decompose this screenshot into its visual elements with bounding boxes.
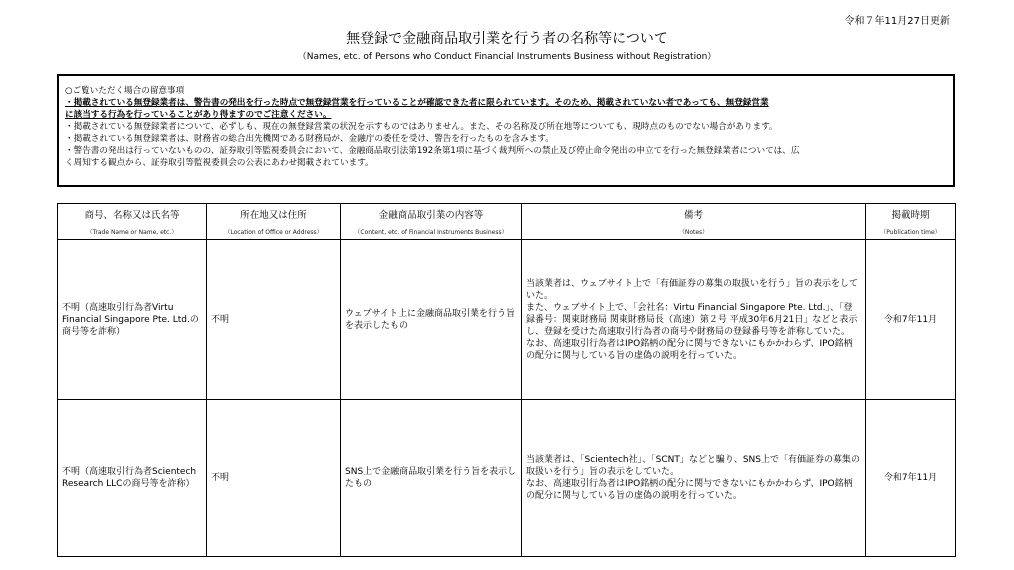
header-location: 所在地又は住所 （Location of Office or Address） xyxy=(207,204,341,240)
cell-trade-name: 不明（高速取引行為者Virtu Financial Singapore Pte. Ltd.の商号等を詐称） xyxy=(58,240,207,400)
cell-content: ウェブサイト上に金融商品取引業を行う旨を表示したもの xyxy=(341,240,522,400)
cell-publication-time: 令和7年11月 xyxy=(866,240,956,400)
notice-bold-line: に該当する行為を行っていることがあり得ますのでご注意ください。 xyxy=(65,110,332,120)
notice-line: ・掲載されている無登録業者について、必ずしも、現在の無登録営業の状況を示すものではありません。また、その名称及び所在地等についても、現時点のものでない場合があります。 xyxy=(65,122,778,132)
cell-content: SNS上で金融商品取引業を行う旨を表示したもの xyxy=(341,400,522,557)
cell-notes: 当該業者は、ウェブサイト上で「有価証券の募集の取扱いを行う」旨の表示をしていた。 また、ウェブサイト上で、「会社名：Virtu Financial Singapore Pte. Ltd.」、「登録番号：関東財務局 関東財務局長（高速）第２号 平成30年6月21日」などと表示し、登録を受けた高速取引行為者の商号や財務局の登録番号等を詐称していた。 なお、高速取引行為者はIPO銘柄の配分に関与できないにもかかわらず、IPO銘柄の配分に関与している旨の虚偽の説明を行っていた。 xyxy=(522,240,866,400)
cell-notes: 当該業者は、「Scientech社」、「SCNT」などと騙り、SNS上で「有価証券の募集の取扱いを行う」旨の表示をしていた。 なお、高速取引行為者はIPO銘柄の配分に関与できないにもかかわらず、IPO銘柄の配分に関与している旨の虚偽の説明を行っていた。 xyxy=(522,400,866,557)
notice-line: ・掲載されている無登録業者は、財務省の総合出先機関である財務局が、金融庁の委任を受け、警告を行ったものを含みます。 xyxy=(65,134,554,144)
cell-trade-name: 不明（高速取引行為者Scientech Research LLCの商号等を詐称） xyxy=(58,400,207,557)
table-row xyxy=(58,240,956,400)
header-trade-name: 商号、名称又は氏名等 （Trade Name or Name, etc.） xyxy=(58,204,207,240)
cell-publication-time: 令和7年11月 xyxy=(866,400,956,557)
table-row xyxy=(58,400,956,557)
page-title: 無登録で金融商品取引業を行う者の名称等について xyxy=(346,31,668,47)
notice-line: ・警告書の発出は行っていないものの、証券取引等監視委員会において、金融商品取引法第192条第1項に基づく裁判所への禁止及び停止命令発出の申立てを行った無登録業者については、広 xyxy=(65,146,800,156)
update-date: 令和７年11月27日更新 xyxy=(844,16,950,27)
cell-location: 不明 xyxy=(207,240,341,400)
header-content: 金融商品取引業の内容等 （Content, etc. of Financial Instruments Business） xyxy=(341,204,522,240)
registry-table xyxy=(57,203,956,557)
header-publication-time: 掲載時期 （Publication time） xyxy=(866,204,956,240)
page-subtitle: （Names, etc. of Persons who Conduct Financial Instruments Business without Registration） xyxy=(297,52,717,62)
notice-heading: ○ご覧いただく場合の留意事項 xyxy=(65,86,185,96)
header-notes: 備考 （Notes） xyxy=(522,204,866,240)
notice-line: く周知する観点から、証券取引等監視委員会の公表にあわせ掲載されています。 xyxy=(65,158,374,168)
table-header-row xyxy=(58,204,956,240)
notice-bold-line: ・掲載されている無登録業者は、警告書の発出を行った時点で無登録営業を行っていることが確認できた者に限られています。そのため、掲載されていない者であっても、無登録営業 xyxy=(65,98,769,108)
cell-location: 不明 xyxy=(207,400,341,557)
notice-box xyxy=(57,74,955,187)
